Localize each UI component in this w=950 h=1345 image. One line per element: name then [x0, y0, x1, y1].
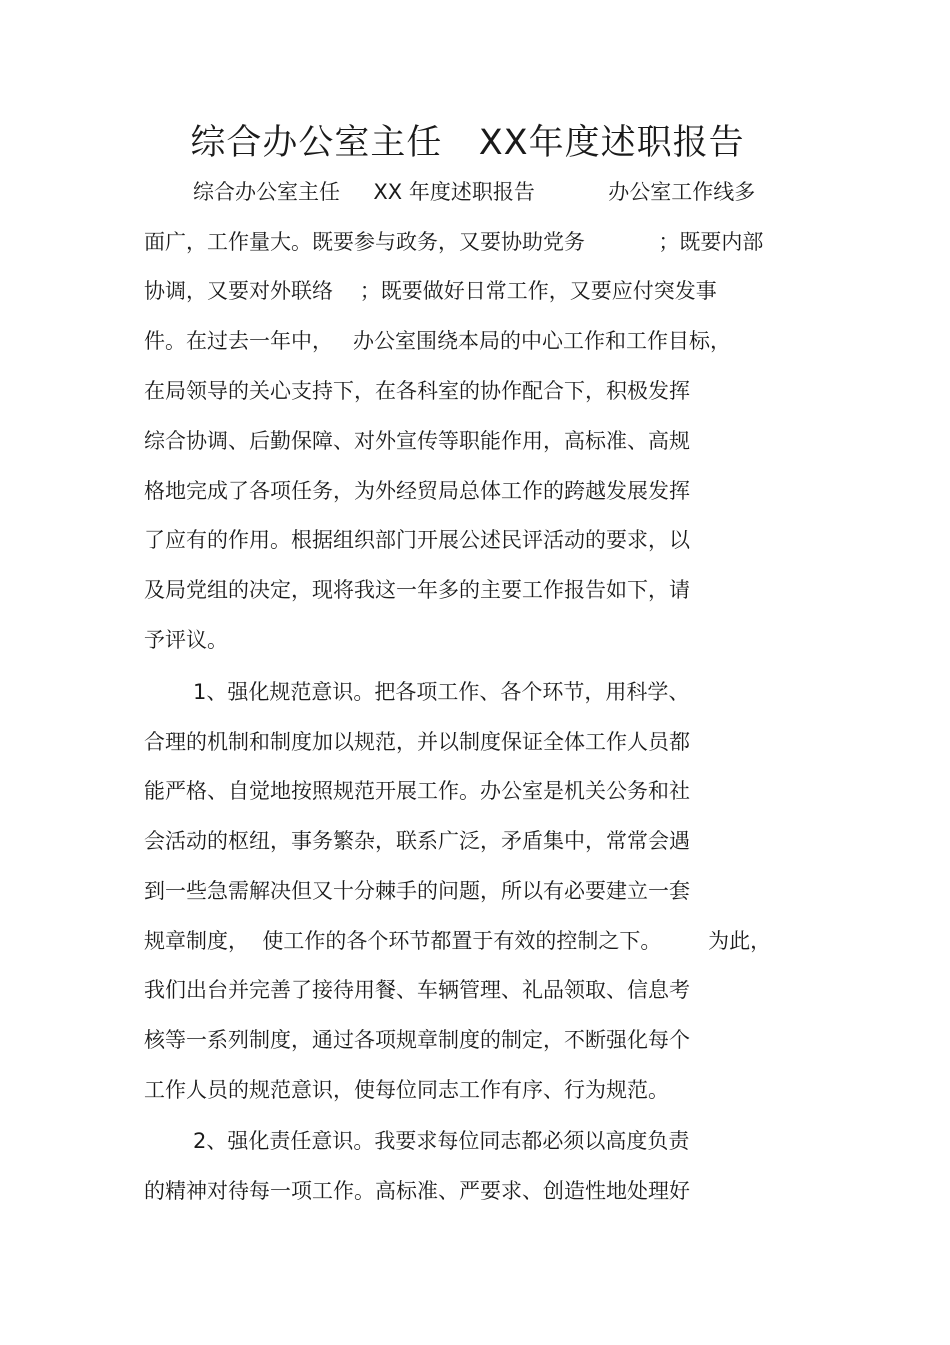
text-line: 到一些急需解决但又十分棘手的问题，所以有必要建立一套 — [144, 879, 690, 903]
text-line: 会活动的枢纽，事务繁杂，联系广泛，矛盾集中，常常会遇 — [144, 829, 690, 853]
text-line: 了应有的作用。根据组织部门开展公述民评活动的要求，以 — [144, 528, 690, 552]
text-line: 规章制度， 使工作的各个环节都置于有效的控制之下。 为此， — [144, 929, 772, 953]
text-line: 协调，又要对外联络 ；既要做好日常工作，又要应付突发事 — [144, 279, 717, 303]
text-line: 2、强化责任意识。我要求每位同志都必须以高度负责 — [193, 1129, 690, 1153]
text-line: 在局领导的关心支持下，在各科室的协作配合下，积极发挥 — [144, 379, 690, 403]
text-line: 的精神对待每一项工作。高标准、严要求、创造性地处理好 — [144, 1179, 690, 1203]
text-line: 我们出台并完善了接待用餐、车辆管理、礼品领取、信息考 — [144, 978, 690, 1002]
text-line: 予评议。 — [144, 628, 228, 652]
text-line: 件。在过去一年中， 办公室围绕本局的中心工作和工作目标， — [144, 329, 732, 353]
document-title: 综合办公室主任 XX年度述职报告 — [190, 123, 745, 163]
text-line: 核等一系列制度，通过各项规章制度的制定，不断强化每个 — [144, 1028, 690, 1052]
text-line: 工作人员的规范意识，使每位同志工作有序、行为规范。 — [144, 1078, 669, 1102]
text-line: 格地完成了各项任务，为外经贸局总体工作的跨越发展发挥 — [144, 479, 690, 503]
text-line: 综合协调、后勤保障、对外宣传等职能作用，高标准、高规 — [144, 429, 690, 453]
text-line: 合理的机制和制度加以规范，并以制度保证全体工作人员都 — [144, 730, 690, 754]
text-line: 1、强化规范意识。把各项工作、各个环节，用科学、 — [193, 680, 690, 704]
text-line: 及局党组的决定，现将我这一年多的主要工作报告如下，请 — [144, 578, 690, 602]
text-line: 能严格、自觉地按照规范开展工作。办公室是机关公务和社 — [144, 779, 690, 803]
text-line: 面广，工作量大。既要参与政务，又要协助党务 ；既要内部 — [144, 230, 764, 254]
text-line: 综合办公室主任 XX 年度述职报告 办公室工作线多 — [193, 180, 756, 204]
